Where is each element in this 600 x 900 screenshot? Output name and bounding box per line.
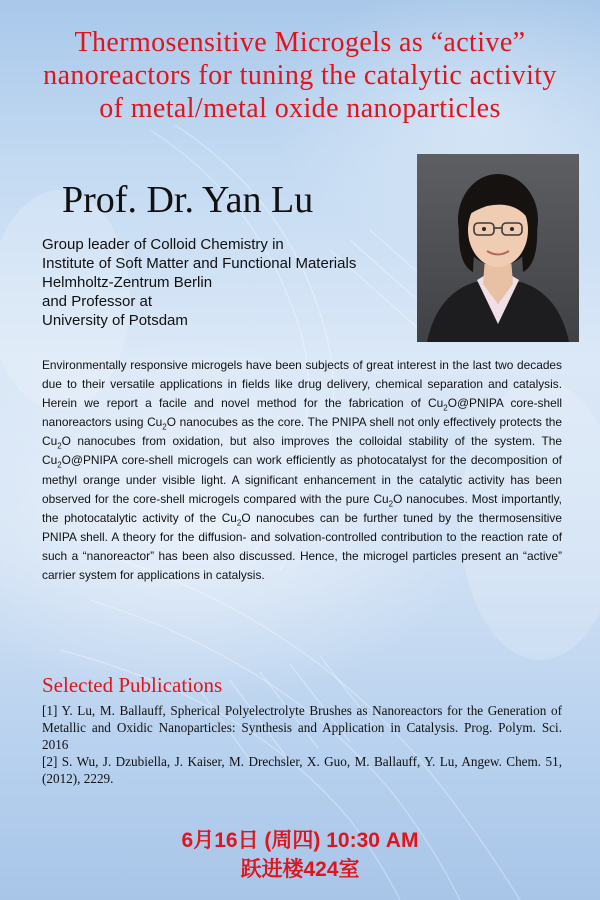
event-venue: 跃进楼424室 bbox=[240, 858, 360, 881]
abstract-text: Environmentally responsive microgels have been subjects of great interest in the last two decades due to their versatile applications in fields like drug delivery, chemical separation and catalysis. Herein we report a facile and novel method for the fabrication of $Cu_2O@PNIPA$ core-shell nanoreactors using $Cu_2O$ nanocubes as the core. The PNIPA shell not only effectively protects the $Cu_2O$ nanocubes from oxidation, but also improves the colloidal stability of the system. The $Cu_2O@PNIPA$ core-shell microgels can work efficiently as photocatalyst for the decomposition of methyl orange under visible light. A significant enhancement in the catalytic activity has been observed for the core-shell microgels compared with the pure $Cu_2O$ nanocubes. Most importantly, the photocatalytic activity of the $Cu_2O$ nanocubes can be further tuned by the thermosensitive PNIPA shell. A theory for the diffusion- and solvation-controlled contribution to the reaction rate of such a “nanoreactor” has been also discussed. Hence, the microgel particles present an “active” carrier system for applications in catalysis. bbox=[42, 358, 563, 583]
publications-heading: Selected Publications bbox=[42, 673, 223, 697]
speaker-affiliation bbox=[42, 235, 356, 330]
affiliation-line: Group leader of Colloid Chemistry in bbox=[42, 236, 284, 253]
affiliation-line: Institute of Soft Matter and Functional Materials bbox=[42, 255, 357, 272]
speaker-photo bbox=[417, 154, 579, 342]
affiliation-line: Helmholtz-Zentrum Berlin bbox=[42, 274, 213, 291]
title-line-3: of metal/metal oxide nanoparticles bbox=[99, 93, 501, 124]
publication-item: [1] Y. Lu, M. Ballauff, Spherical Polyelectrolyte Brushes as Nanoreactors for the Generation of Metallic and Oxidic Nanoparticles: Synthesis and Application in Catalysis. Prog. Polym. Sci. 2016 bbox=[42, 703, 562, 752]
title-line-2: nanoreactors for tuning the catalytic activity bbox=[43, 60, 557, 91]
affiliation-line: and Professor at bbox=[42, 293, 153, 310]
publication-item: [2] S. Wu, J. Dzubiella, J. Kaiser, M. Drechsler, X. Guo, M. Ballauff, Y. Lu, Angew. Chem. 51, (2012), 2229. bbox=[42, 754, 562, 786]
speaker-name: Prof. Dr. Yan Lu bbox=[62, 179, 314, 221]
publications-list bbox=[42, 702, 562, 787]
affiliation-line: University of Potsdam bbox=[42, 312, 188, 329]
title-line-1: Thermosensitive Microgels as “active” bbox=[74, 27, 526, 58]
event-time: 6月16日 (周四) 10:30 AM bbox=[181, 829, 419, 852]
poster-title bbox=[20, 26, 580, 125]
